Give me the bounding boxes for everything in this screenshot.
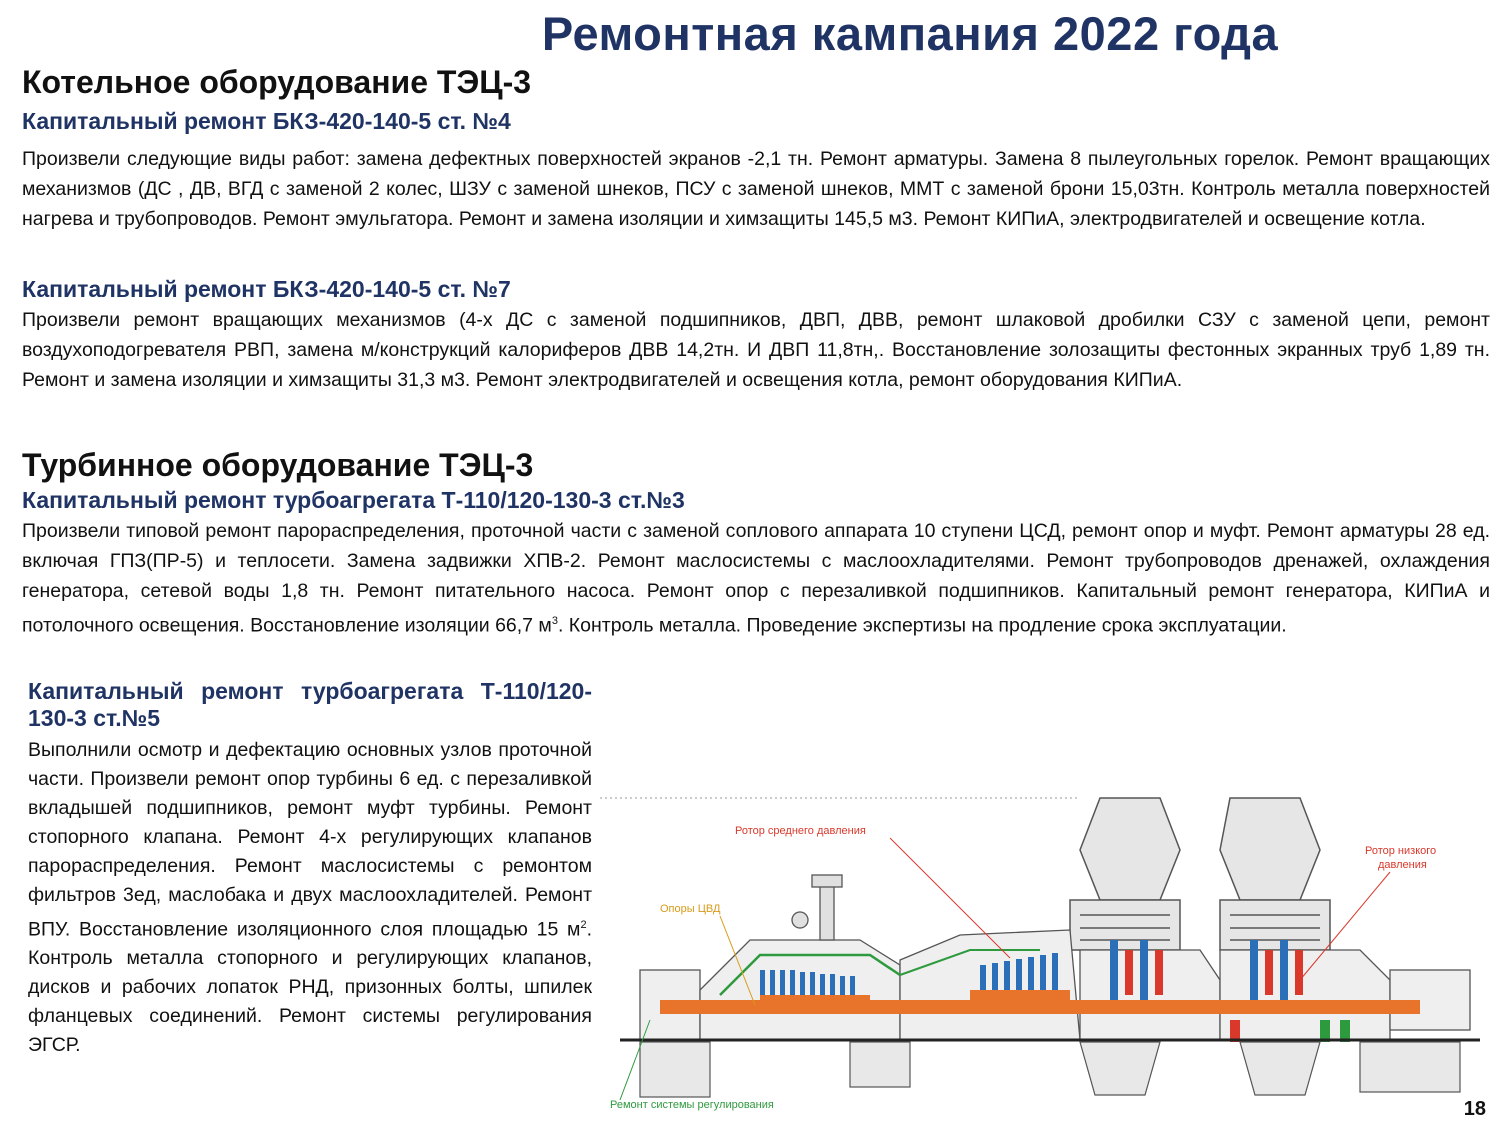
turbine-3-text-main: Произвели типовой ремонт парораспределения, проточной части с заменой соплового аппарата 10 ступени ЦСД, ремонт опор и муфт. Ремонт арматуры 28 ед. включая ГПЗ(ПР-5) и теплосети. Замена задвижки ХПВ-2. Ремонт маслосистемы с маслоохладителями. Ремонт трубопроводов дренажей, охлаждения генератора, сетевой воды 1,8 тн. Ремонт питательного насоса. Ремонт опор с перезаливкой подшипников. Капитальный ремонт генератора, КИПиА и потолочного освещения. Восстановление изоляции 66,7 м — [22, 520, 1490, 637]
turbine-5-text-main: Выполнили осмотр и дефектацию основных узлов проточной части. Произвели ремонт опор турбины 6 ед. с перезаливкой вкладышей подшипников, ремонт муфт турбины. Ремонт стопорного клапана. Ремонт 4-х регулирующих клапанов парораспределения. Ремонт маслосистемы с ремонтом фильтров 3ед, маслобака и двух маслоохладителей. Ремонт ВПУ. Восстановление изоляционного слоя площадью 15 м — [28, 739, 592, 941]
turbine-3-title: Капитальный ремонт турбоагрегата Т-110/120-130-3 ст.№3 — [22, 487, 685, 513]
turbine-5-title: Капитальный ремонт турбоагрегата Т-110/120-130-3 ст.№5 — [28, 678, 592, 731]
turbine-diagram — [600, 790, 1488, 1115]
label-rsd: Ротор среднего давления — [735, 825, 866, 837]
boiler-7-title: Капитальный ремонт БКЗ-420-140-5 ст. №7 — [22, 276, 511, 302]
boiler-4-text: Произвели следующие виды работ: замена дефектных поверхностей экранов -2,1 тн. Ремонт арматуры. Замена 8 пылеугольных горелок. Ремонт вращающих механизмов (ДС , ДВ, ВГД с заменой 2 колес, ШЗУ с заменой шнеков, ПСУ с заменой шнеков, ММТ с заменой брони 15,03тн. Контроль металла поверхностей нагрева и трубопроводов. Ремонт эмульгатора. Ремонт и замена изоляции и химзащиты 145,5 м3. Ремонт КИПиА, электродвигателей и освещение котла. — [22, 148, 1490, 230]
label-rnd-1: Ротор низкого — [1365, 845, 1437, 857]
turbine-5-sup: 2 — [580, 918, 587, 931]
turbine-3-text-tail: . Контроль металла. Проведение экспертизы на продление срока эксплуатации. — [557, 614, 1287, 637]
turbine-3-sup: 3 — [551, 615, 558, 627]
boiler-section-heading: Котельное оборудование ТЭЦ-3 — [22, 64, 532, 100]
boiler-4-title: Капитальный ремонт БКЗ-420-140-5 ст. №4 — [22, 108, 511, 134]
label-reg: Ремонт системы регулирования — [610, 1099, 774, 1111]
label-rnd-2: давления — [1378, 859, 1427, 871]
foundation — [640, 1042, 1460, 1097]
lp-exhaust-hood-left — [1070, 798, 1180, 950]
turbine-5-text — [28, 736, 592, 1061]
label-cvd: Опоры ЦВД — [660, 903, 721, 915]
turbine-section-heading: Турбинное оборудование ТЭЦ-3 — [22, 447, 534, 483]
turbine-3-text — [22, 516, 1490, 641]
stop-valve — [792, 875, 842, 940]
turbine-5-text-tail: . Контроль металла стопорного и регулирующих клапанов, дисков и рабочих лопаток РНД, призонных болты, шпилек фланцевых соединений. Ремонт системы регулирования ЭГСР. — [28, 918, 592, 1057]
page-number: 18 — [1463, 1098, 1486, 1120]
boiler-7-text: Произвели ремонт вращающих механизмов (4-х ДС с заменой подшипников, ДВП, ДВВ, ремонт шлаковой дробилки СЗУ с заменой цепи, ремонт воздухоподогревателя РВП, замена м/конструкций калориферов ДВВ 14,2тн. И ДВП 11,8тн,. Восстановление золозащиты фестонных экранных труб 1,89 тн. Ремонт и замена изоляции и химзащиты 31,3 м3. Ремонт электродвигателей и освещения котла, ремонт оборудования КИПиА. — [22, 309, 1490, 391]
page-title: Ремонтная кампания 2022 года — [541, 7, 1279, 60]
ip-rotor — [970, 990, 1070, 1002]
hp-rotor — [760, 995, 870, 1003]
lp-exhaust-hood-right — [1220, 798, 1330, 950]
